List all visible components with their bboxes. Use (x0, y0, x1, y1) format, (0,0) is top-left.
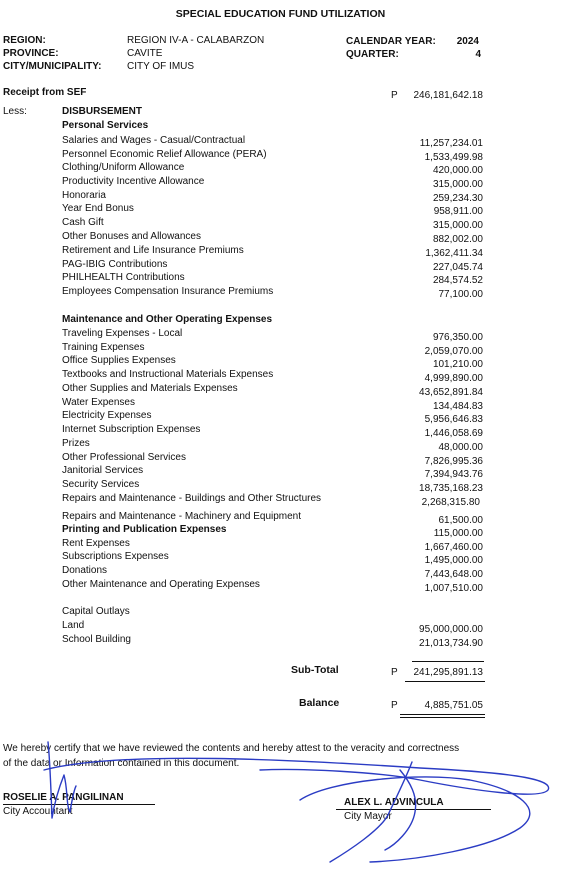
list-item-amount: 958,911.00 (433, 206, 483, 217)
list-item: Other Professional Services (62, 452, 186, 463)
list-item-amount: 420,000.00 (432, 165, 483, 176)
list-item: Honoraria (62, 190, 106, 201)
mayor-signature-line (336, 809, 491, 810)
subtotal-currency: P (391, 667, 398, 678)
list-item: Repairs and Maintenance - Buildings and Other Structures (62, 493, 322, 504)
list-item: Clothing/Uniform Allowance (62, 162, 185, 173)
list-item-amount: 284,574.52 (432, 275, 483, 286)
city-label: CITY/MUNICIPALITY: (3, 61, 102, 72)
balance-currency: P (391, 700, 398, 711)
list-item-amount: 315,000.00 (432, 179, 483, 190)
personal-services-heading: Personal Services (62, 120, 149, 131)
list-item: Other Bonuses and Allowances (62, 231, 201, 242)
list-item: Donations (62, 565, 108, 576)
balance-double-underline-2 (400, 717, 485, 718)
list-item: Retirement and Life Insurance Premiums (62, 245, 244, 256)
list-item: Electricity Expenses (62, 410, 152, 421)
list-item-amount: 43,652,891.84 (419, 387, 483, 398)
list-item: Traveling Expenses - Local (62, 328, 183, 339)
list-item: Repairs and Maintenance - Machinery and Equipment (62, 511, 302, 522)
year-label: CALENDAR YEAR: (346, 36, 436, 47)
list-item-amount: 7,443,648.00 (424, 569, 483, 580)
subtotal-amount: 241,295,891.13 (413, 667, 483, 678)
certification-line-2: of the data or Information contained in this document. (3, 758, 240, 769)
list-item-amount: 101,210.00 (432, 359, 483, 370)
list-item-amount: 134,484.83 (432, 401, 483, 412)
list-item-amount: 315,000.00 (432, 220, 483, 231)
list-item: Employees Compensation Insurance Premiums (62, 286, 274, 297)
disbursement-heading: DISBURSEMENT (62, 106, 143, 117)
list-item: Prizes (62, 438, 90, 449)
subtotal-underline (405, 681, 485, 682)
list-item: Internet Subscription Expenses (62, 424, 201, 435)
list-item-amount: 882,002.00 (432, 234, 483, 245)
certification-line-1: We hereby certify that we have reviewed the contents and hereby attest to the veracity and correctness (3, 743, 460, 754)
list-item: School Building (62, 634, 131, 645)
subtotal-rule (412, 661, 484, 662)
list-item: Security Services (62, 479, 140, 490)
list-item-amount: 5,956,646.83 (424, 414, 483, 425)
city-value: CITY OF IMUS (127, 61, 195, 72)
province-value: CAVITE (127, 48, 163, 59)
list-item-amount: 77,100.00 (438, 289, 483, 300)
province-label: PROVINCE: (3, 48, 59, 59)
list-item: Other Supplies and Materials Expenses (62, 383, 238, 394)
printing-amount: 115,000.00 (433, 528, 483, 539)
list-item-amount: 1,667,460.00 (424, 542, 483, 553)
receipt-amount: 246,181,642.18 (413, 90, 483, 101)
list-item-amount: 1,362,411.34 (425, 248, 483, 259)
year-value: 2024 (456, 36, 479, 47)
list-item-amount: 7,394,943.76 (424, 469, 483, 480)
list-item-amount: 2,268,315.80 (421, 497, 480, 508)
list-item-amount: 1,446,058.69 (424, 428, 483, 439)
region-value: REGION IV-A - CALABARZON (127, 35, 265, 46)
list-item: PHILHEALTH Contributions (62, 272, 185, 283)
mayor-signature-loop (300, 777, 530, 862)
list-item: PAG-IBIG Contributions (62, 259, 168, 270)
list-item-amount: 21,013,734.90 (419, 638, 483, 649)
list-item: Other Maintenance and Operating Expenses (62, 579, 260, 590)
list-item-amount: 95,000,000.00 (419, 624, 483, 635)
list-item: Subscriptions Expenses (62, 551, 169, 562)
list-item-amount: 1,495,000.00 (424, 555, 483, 566)
balance-label: Balance (299, 697, 340, 709)
list-item: Textbooks and Instructional Materials Expenses (62, 369, 274, 380)
list-item: Productivity Incentive Allowance (62, 176, 205, 187)
list-item-amount: 4,999,890.00 (424, 373, 483, 384)
list-item-amount: 48,000.00 (438, 442, 483, 453)
list-item: Salaries and Wages - Casual/Contractual (62, 135, 246, 146)
list-item-amount: 7,826,995.36 (424, 456, 483, 467)
list-item-amount: 2,059,070.00 (424, 346, 483, 357)
list-item: Land (62, 620, 85, 631)
less-label: Less: (3, 106, 27, 117)
balance-amount: 4,885,751.05 (424, 700, 483, 711)
mooe-heading: Maintenance and Other Operating Expenses (62, 314, 273, 325)
quarter-value: 4 (475, 49, 481, 60)
receipt-currency: P (391, 90, 398, 101)
page-title: SPECIAL EDUCATION FUND UTILIZATION (175, 8, 386, 20)
list-item-amount: 18,735,168.23 (419, 483, 483, 494)
printing-heading: Printing and Publication Expenses (62, 524, 227, 535)
list-item: Year End Bonus (62, 203, 134, 214)
list-item: Janitorial Services (62, 465, 144, 476)
accountant-name: ROSELIE A. PANGILINAN (3, 792, 124, 803)
list-item: Cash Gift (62, 217, 104, 228)
list-item: Office Supplies Expenses (62, 355, 176, 366)
list-item-amount: 61,500.00 (438, 515, 483, 526)
receipt-label: Receipt from SEF (3, 87, 87, 98)
accountant-title: City Accountant (3, 806, 73, 817)
quarter-label: QUARTER: (346, 49, 399, 60)
region-label: REGION: (3, 35, 46, 46)
list-item-amount: 11,257,234.01 (419, 138, 483, 149)
list-item: Personnel Economic Relief Allowance (PERA) (62, 149, 267, 160)
list-item-amount: 1,533,499.98 (424, 152, 483, 163)
mayor-name: ALEX L. ADVINCULA (344, 797, 444, 808)
list-item-amount: 1,007,510.00 (424, 583, 483, 594)
list-item: Rent Expenses (62, 538, 130, 549)
list-item: Training Expenses (62, 342, 145, 353)
list-item-amount: 227,045.74 (432, 262, 483, 273)
mayor-title: City Mayor (344, 811, 392, 822)
balance-double-underline-1 (400, 714, 485, 715)
capital-outlays-heading: Capital Outlays (62, 606, 130, 617)
subtotal-label: Sub-Total (291, 664, 339, 676)
accountant-signature-line (3, 804, 155, 805)
list-item-amount: 259,234.30 (432, 193, 483, 204)
list-item: Water Expenses (62, 397, 135, 408)
list-item-amount: 976,350.00 (432, 332, 483, 343)
